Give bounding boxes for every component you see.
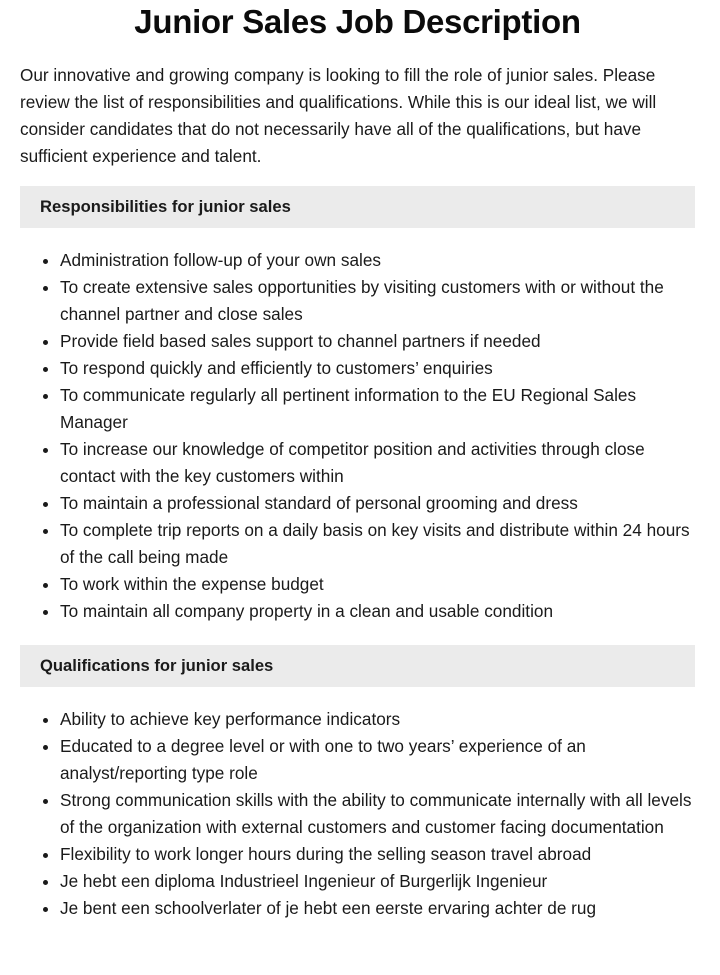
qualifications-header (20, 645, 695, 687)
responsibility-item: Administration follow-up of your own sales (60, 247, 695, 274)
responsibility-item: To create extensive sales opportunities by visiting customers with or without the channel partner and close sales (60, 274, 695, 328)
responsibility-item: Provide field based sales support to channel partners if needed (60, 328, 695, 355)
responsibility-item: To complete trip reports on a daily basis on key visits and distribute within 24 hours of the call being made (60, 517, 695, 571)
responsibility-item: To maintain all company property in a clean and usable condition (60, 598, 695, 625)
qualification-item: Strong communication skills with the ability to communicate internally with all levels of the organization with external customers and customer facing documentation (60, 787, 695, 841)
qualifications-list (20, 706, 695, 922)
responsibilities-list (20, 247, 695, 625)
qualifications-heading: Qualifications for junior sales (40, 656, 274, 675)
responsibility-item: To maintain a professional standard of personal grooming and dress (60, 490, 695, 517)
qualification-item: Je bent een schoolverlater of je hebt een eerste ervaring achter de rug (60, 895, 695, 922)
qualification-item: Flexibility to work longer hours during the selling season travel abroad (60, 841, 695, 868)
responsibilities-header (20, 186, 695, 228)
qualification-item: Ability to achieve key performance indicators (60, 706, 695, 733)
qualification-item: Je hebt een diploma Industrieel Ingenieur of Burgerlijk Ingenieur (60, 868, 695, 895)
page-title: Junior Sales Job Description (134, 3, 581, 40)
qualification-item: Educated to a degree level or with one to two years’ experience of an analyst/reporting type role (60, 733, 695, 787)
responsibility-item: To respond quickly and efficiently to customers’ enquiries (60, 355, 695, 382)
responsibilities-heading: Responsibilities for junior sales (40, 197, 291, 216)
intro-paragraph: Our innovative and growing company is looking to fill the role of junior sales. Please review the list of responsibilities and qualifications. While this is our ideal list, we will consider candidates that do not necessarily have all of the qualifications, but have sufficient experience and talent. (20, 65, 657, 166)
responsibility-item: To work within the expense budget (60, 571, 695, 598)
responsibility-item: To communicate regularly all pertinent information to the EU Regional Sales Manager (60, 382, 695, 436)
responsibility-item: To increase our knowledge of competitor position and activities through close contact with the key customers within (60, 436, 695, 490)
